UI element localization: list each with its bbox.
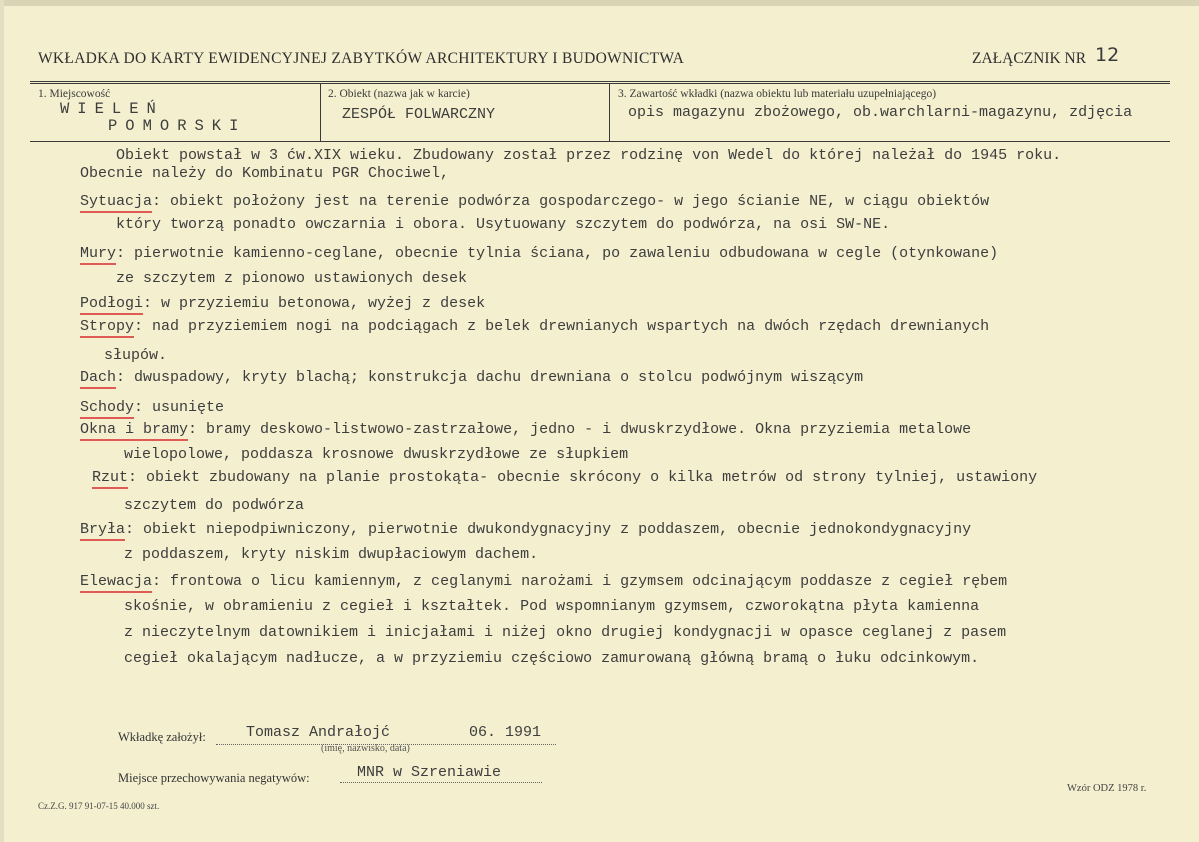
- header-divider-1: [320, 83, 321, 141]
- okna-text: : bramy deskowo-listwowo-zastrzałowe, jedno - i dwuskrzydłowe. Okna przyziemia metalowe: [188, 421, 972, 438]
- bryla-continuation: z poddaszem, kryty niskim dwupłaciowym dachem.: [124, 546, 539, 563]
- annex-label: ZAŁĄCZNIK NR: [972, 50, 1087, 67]
- object-label: 2. Obiekt (nazwa jak w karcie): [328, 88, 470, 100]
- okna-heading: Okna i bramy: [80, 421, 188, 441]
- author-name: Tomasz Andrałojć: [246, 724, 391, 741]
- podlogi-heading: Podłogi: [80, 295, 143, 315]
- elewacja-text: : frontowa o licu kamiennym, z ceglanymi narożami i gzymsem odcinającym poddasze z cegieł rębem: [152, 573, 1008, 590]
- header-rule-top-inner: [30, 83, 1170, 84]
- elewacja-continuation-2: z nieczytelnym datownikiem i inicjałami i niżej okno drugiej kondygnacji w opasce ceglanej z pasem: [124, 624, 1007, 641]
- section-elewacja: [80, 573, 1007, 590]
- schody-heading: Schody: [80, 399, 134, 419]
- mury-heading: Mury: [80, 245, 116, 265]
- okna-continuation: wielopolowe, poddasza krosnowe dwuskrzydłowe ze słupkiem: [124, 446, 629, 463]
- author-label: Wkładkę założył:: [118, 730, 206, 744]
- author-hint: (imię, nazwisko, data): [321, 743, 410, 754]
- place-line-2: POMORSKI: [108, 117, 247, 135]
- bryla-text: : obiekt niepodpiwniczony, pierwotnie dwukondygnacyjny z poddaszem, obecnie jednokondygnacyjny: [125, 521, 972, 538]
- negatives-value: MNR w Szreniawie: [357, 764, 502, 781]
- header-rule-top: [30, 81, 1170, 82]
- sytuacja-text: : obiekt położony jest na terenie podwórza gospodarczego- w jego ścianie NE, w ciągu obiektów: [152, 193, 990, 210]
- schody-text: : usunięte: [134, 399, 225, 416]
- dach-text: : dwuspadowy, kryty blachą; konstrukcja dachu drewniana o stolcu podwójnym wiszącym: [116, 369, 864, 386]
- section-okna: [80, 421, 971, 438]
- stropy-text: : nad przyziemiem nogi na podciągach z belek drewnianych wspartych na dwóch rzędach drewnianych: [134, 318, 990, 335]
- elewacja-continuation-3: cegieł okalającym nadłucze, a w przyziemiu częściowo zamurowaną główną bramą o łuku odcinkowym.: [124, 650, 980, 667]
- section-stropy: [80, 318, 989, 335]
- elewacja-continuation-1: skośnie, w obramieniu z cegieł i kształtek. Pod wspomnianym gzymsem, czworokątna płyta kamienna: [124, 598, 980, 615]
- intro-line-2: Obecnie należy do Kombinatu PGR Chociwel,: [80, 165, 450, 182]
- rzut-text: : obiekt zbudowany na planie prostokąta- obecnie skrócony o kilka metrów od strony tylniej, ustawiony: [128, 469, 1038, 486]
- mury-continuation: ze szczytem z pionowo ustawionych desek: [116, 270, 468, 287]
- mury-text: : pierwotnie kamienno-ceglane, obecnie tylnia ściana, po zawaleniu odbudowana w cegle (otynkowane): [116, 245, 999, 262]
- elewacja-heading: Elewacja: [80, 573, 152, 593]
- place-line-1: WIELEŃ: [60, 100, 164, 118]
- object-value: ZESPÓŁ FOLWARCZNY: [342, 106, 496, 123]
- section-bryla: [80, 521, 971, 538]
- author-date: 06. 1991: [469, 724, 542, 741]
- print-code: Cz.Z.G. 917 91-07-15 40.000 szt.: [38, 801, 160, 811]
- place-label: 1. Miejscowość: [38, 88, 111, 100]
- rzut-continuation: szczytem do podwórza: [124, 497, 305, 514]
- section-schody: [80, 399, 224, 416]
- top-edge: [0, 0, 1199, 6]
- section-rzut: [92, 469, 1037, 486]
- dach-heading: Dach: [80, 369, 116, 389]
- podlogi-text: : w przyziemiu betonowa, wyżej z desek: [143, 295, 486, 312]
- section-dach: [80, 369, 863, 386]
- section-podlogi: [80, 295, 485, 312]
- sytuacja-continuation: który tworzą ponadto owczarnia i obora. Usytuowany szczytem do podwórza, na osi SW-NE.: [116, 216, 891, 233]
- header-divider-2: [609, 83, 610, 141]
- stropy-continuation: słupów.: [104, 347, 168, 364]
- intro-line-1: Obiekt powstał w 3 ćw.XIX wieku. Zbudowany został przez rodzinę von Wedel do której należał do 1945 roku.: [116, 147, 1062, 164]
- negatives-dotted-line: [340, 782, 542, 783]
- section-mury: [80, 245, 998, 262]
- section-sytuacja: [80, 193, 989, 210]
- left-edge: [0, 0, 4, 842]
- bryla-heading: Bryła: [80, 521, 125, 541]
- form-model: Wzór ODZ 1978 r.: [1067, 783, 1147, 794]
- contents-label: 3. Zawartość wkładki (nazwa obiektu lub materiału uzupełniającego): [618, 88, 937, 100]
- contents-value: opis magazynu zbożowego, ob.warchlarni-magazynu, zdjęcia: [628, 104, 1133, 121]
- form-title: WKŁADKA DO KARTY EWIDENCYJNEJ ZABYTKÓW ARCHITEKTURY I BUDOWNICTWA: [38, 50, 685, 67]
- header-rule-bottom: [30, 141, 1170, 142]
- annex-number: 12: [1095, 44, 1120, 66]
- stropy-heading: Stropy: [80, 318, 134, 338]
- rzut-heading: Rzut: [92, 469, 128, 489]
- negatives-label: Miejsce przechowywania negatywów:: [118, 771, 310, 785]
- sytuacja-heading: Sytuacja: [80, 193, 152, 213]
